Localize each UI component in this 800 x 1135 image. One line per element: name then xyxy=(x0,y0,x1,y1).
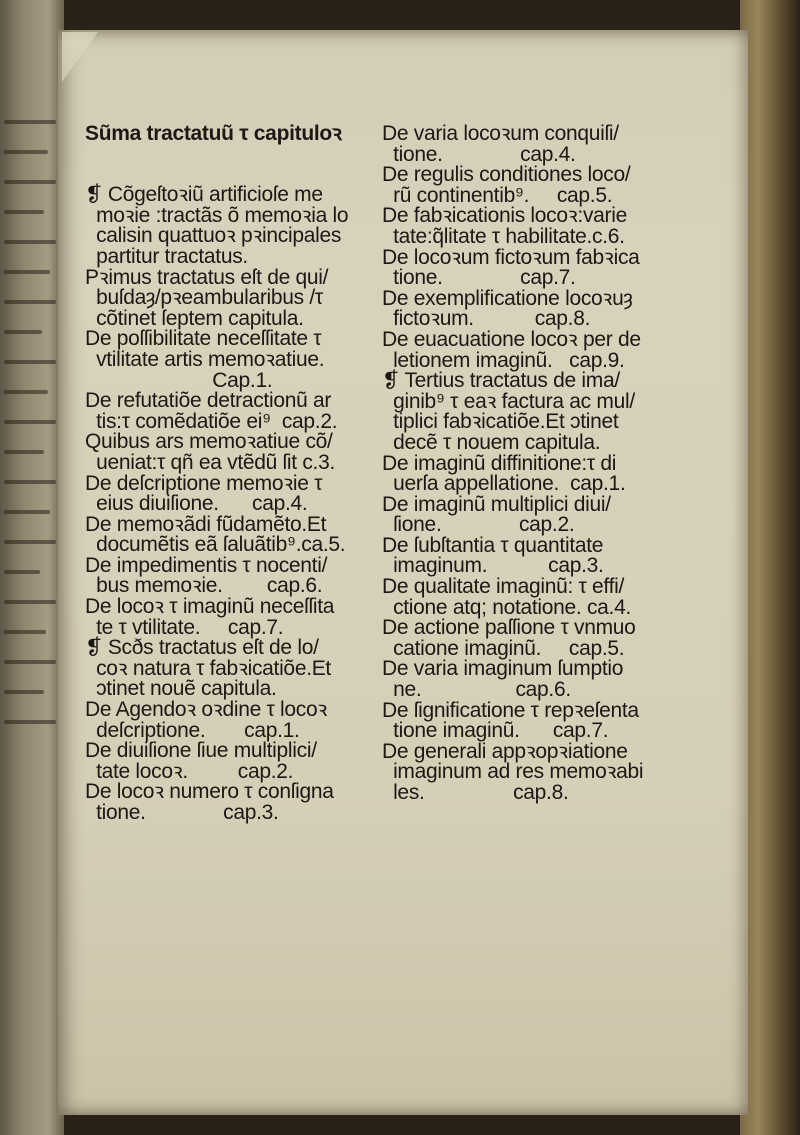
text-line: De exemplificatione locoꝛuȝ xyxy=(382,286,633,310)
text-line: De imaginũ diffinitione:τ di xyxy=(382,451,617,475)
text-line: imaginum. cap.3. xyxy=(382,554,604,578)
text-line: De locoꝛ τ imaginũ neceſſita xyxy=(85,595,335,619)
text-line: tate:q̃litate τ habilitate.c.6. xyxy=(382,224,625,248)
text-line xyxy=(85,165,377,186)
text-line: ❡ Scðs tractatus eſt de lo/ xyxy=(85,636,319,660)
text-line: De poſſibilitate neceſſitate τ xyxy=(85,327,322,351)
text-line: De memoꝛãdi fũdamẽto.Et xyxy=(85,512,327,536)
text-line: De generali appꝛopꝛiatione xyxy=(382,739,628,763)
text-line: cõtinet ſeptem capitula. xyxy=(85,306,304,330)
text-line: De actione paſſione τ vnmuo xyxy=(382,616,636,640)
text-line: ne. cap.6. xyxy=(382,678,571,702)
text-line: deſcriptione. cap.1. xyxy=(85,718,300,742)
text-line: bus memoꝛie. cap.6. xyxy=(85,574,323,598)
left-text-column xyxy=(85,124,377,824)
page-heading: Sũma tractatuũ τ capituloꝛ xyxy=(85,122,342,145)
right-text-column xyxy=(382,124,682,804)
text-line: De fabꝛicationis locoꝛ:varie xyxy=(382,204,627,228)
text-line: te τ vtilitate. cap.7. xyxy=(85,615,284,639)
text-line: De euacuatione locoꝛ per de xyxy=(382,327,641,351)
text-line: uerſa appellatione. cap.1. xyxy=(382,472,626,496)
text-line: catione imaginũ. cap.5. xyxy=(382,636,625,660)
text-line: tis:τ comẽdatiõe ei⁹ cap.2. xyxy=(85,409,338,433)
text-line: rũ continentib⁹. cap.5. xyxy=(382,183,613,207)
text-line: ɔtinet nouẽ capitula. xyxy=(85,677,277,701)
text-line: De varia locoꝛum conquiſi/ xyxy=(382,122,619,145)
left-facing-page xyxy=(0,0,64,1135)
text-line: decẽ τ nouem capitula. xyxy=(382,430,601,454)
text-line: vtilitate artis memoꝛatiue. xyxy=(85,347,325,371)
text-line: eius diuiſione. cap.4. xyxy=(85,492,308,516)
text-line: De deſcriptione memoꝛie τ xyxy=(85,471,323,495)
text-line: calisin quattuoꝛ pꝛincipales xyxy=(85,224,342,248)
text-line: buſdaȝ/pꝛeambularibus /τ xyxy=(85,286,323,310)
text-line: ❡ Cõgeſtoꝛiũ artificioſe me xyxy=(85,183,323,207)
text-line: tione. cap.3. xyxy=(85,801,279,824)
text-line: moꝛie :tractãs õ memoꝛia lo xyxy=(85,203,349,227)
text-line: De ſubſtantia τ quantitate xyxy=(382,533,604,557)
text-line: De impedimentis τ nocenti/ xyxy=(85,553,328,577)
text-line: fictoꝛum. cap.8. xyxy=(382,307,591,331)
text-line: tate locoꝛ. cap.2. xyxy=(85,759,294,783)
text-line: tione imaginũ. cap.7. xyxy=(382,719,609,743)
text-line: imaginum ad res memoꝛabi xyxy=(382,760,644,784)
text-line: De varia imaginum ſumptio xyxy=(382,657,624,681)
text-line: coꝛ natura τ fabꝛicatiõe.Et xyxy=(85,656,331,680)
text-line: letionem imaginũ. cap.9. xyxy=(382,348,625,372)
text-line: De locoꝛ numero τ conſigna xyxy=(85,780,334,804)
text-line: De Agendoꝛ oꝛdine τ locoꝛ xyxy=(85,698,327,722)
text-line: De regulis conditiones loco/ xyxy=(382,163,631,187)
text-line: De qualitate imaginũ: τ effi/ xyxy=(382,575,625,599)
text-line: tione. cap.7. xyxy=(382,266,576,290)
text-line: ctione atq; notatione. ca.4. xyxy=(382,595,632,619)
text-line: Cap.1. xyxy=(85,368,273,392)
text-line: tione. cap.4. xyxy=(382,142,576,166)
text-line: ueniat:τ qñ ea vtẽdũ ſit c.3. xyxy=(85,450,335,474)
text-line: Pꝛimus tractatus eſt de qui/ xyxy=(85,265,329,289)
text-line: documẽtis eã ſaluãtib⁹.ca.5. xyxy=(85,533,346,557)
text-line: ❡ Tertius tractatus de ima/ xyxy=(382,369,620,393)
text-line: De diuiſione ſiue multiplici/ xyxy=(85,739,317,763)
text-line: De refutatiõe detractionũ ar xyxy=(85,389,332,413)
text-line: tiplici fabꝛicatiõe.Et ɔtinet xyxy=(382,410,619,434)
text-line: De locoꝛum fictoꝛum fabꝛica xyxy=(382,245,640,269)
text-line: ſione. cap.2. xyxy=(382,513,575,537)
book-edge xyxy=(740,0,800,1135)
text-line: ginib⁹ τ eaꝛ factura ac mul/ xyxy=(382,389,635,413)
text-line: les. cap.8. xyxy=(382,781,569,804)
text-line: De imaginũ multiplici diui/ xyxy=(382,492,611,516)
text-line: De ſignificatione τ repꝛeſenta xyxy=(382,698,639,722)
text-line: partitur tractatus. xyxy=(85,244,248,268)
text-line: Quibus ars memoꝛatiue cõ/ xyxy=(85,430,333,454)
